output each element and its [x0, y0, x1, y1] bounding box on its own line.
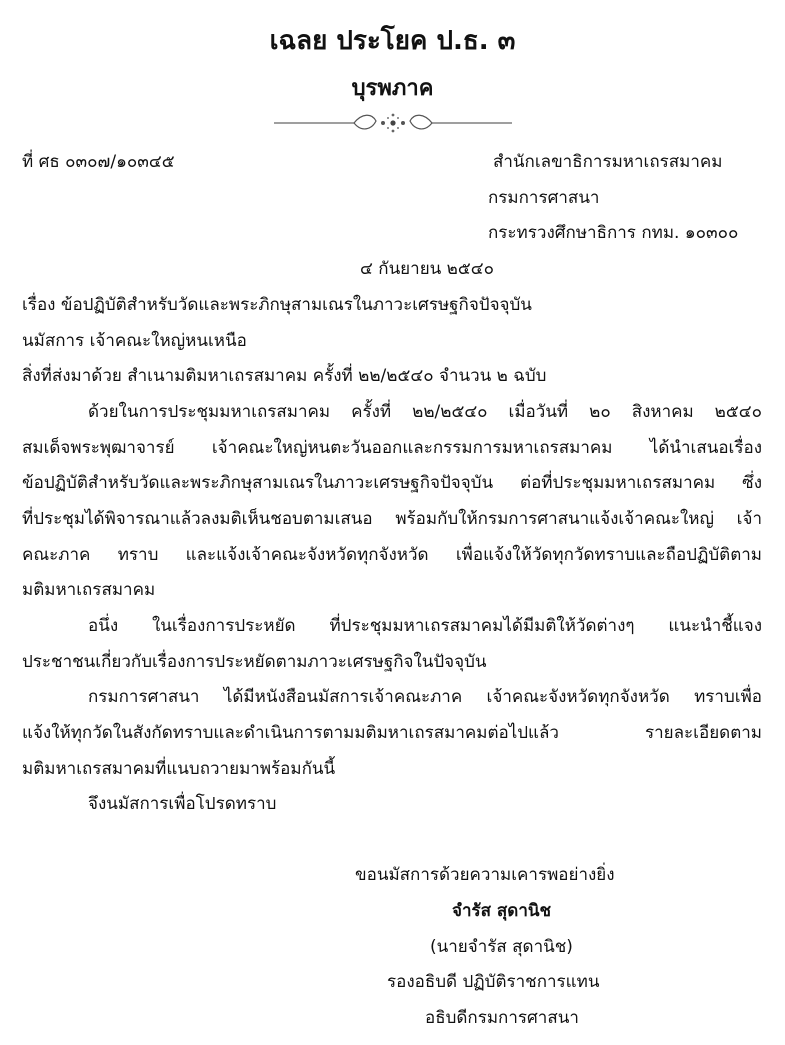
reference-number: ที่ ศธ ๐๓๐๗/๑๐๓๔๕ — [22, 152, 175, 172]
para1-line-1: ด้วยในการประชุมมหาเถรสมาคม ครั้งที่ ๒๒/๒๕๔๐ เมื่อวันที่ ๒๐ สิงหาคม ๒๕๔๐ — [88, 402, 762, 422]
para2-line-1: อนึ่ง ในเรื่องการประหยัด ที่ประชุมมหาเถรสมาคมได้มีมติให้วัดต่างๆ แนะนำชี้แจง — [88, 616, 762, 636]
signer-position: รองอธิบดี ปฏิบัติราชการแทน — [387, 972, 600, 992]
letter-salutation: นมัสการ เจ้าคณะใหญ่หนเหนือ — [22, 331, 247, 351]
ornament-divider — [270, 108, 516, 138]
signer-full-name: (นายจำรัส สุดานิช) — [430, 937, 573, 957]
para1-line-4: ที่ประชุมได้พิจารณาแล้วลงมติเห็นชอบตามเสนอ พร้อมกับให้กรมการศาสนาแจ้งเจ้าคณะใหญ่ เจ้า — [22, 509, 762, 529]
document-title: เฉลย ประโยค ป.ธ. ๓ — [269, 26, 516, 56]
letter-enclosure: สิ่งที่ส่งมาด้วย สำเนามติมหาเถรสมาคม ครั้งที่ ๒๒/๒๕๔๐ จำนวน ๒ ฉบับ — [22, 366, 547, 386]
para3-line-3: มติมหาเถรสมาคมที่แนบถวายมาพร้อมกันนี้ — [22, 759, 336, 779]
para2-line-2: ประชาชนเกี่ยวกับเรื่องการประหยัดตามภาวะเศรษฐกิจในปัจจุบัน — [22, 652, 487, 672]
signer-department: อธิบดีกรมการศาสนา — [425, 1008, 579, 1028]
para1-line-6: มติมหาเถรสมาคม — [22, 580, 156, 600]
para3-line-2: แจ้งให้ทุกวัดในสังกัดทราบและดำเนินการตามมติมหาเถรสมาคมต่อไปแล้ว รายละเอียดตาม — [22, 723, 762, 743]
closing-request: จึงนมัสการเพื่อโปรดทราบ — [88, 794, 277, 814]
para1-line-3: ข้อปฏิบัติสำหรับวัดและพระภิกษุสามเณรในภาวะเศรษฐกิจปัจจุบัน ต่อที่ประชุมมหาเถรสมาคม ซึ่ง — [22, 473, 762, 493]
signer-name: จำรัส สุดานิช — [452, 901, 552, 921]
para3-line-1: กรมการศาสนา ได้มีหนังสือนมัสการเจ้าคณะภาค เจ้าคณะจังหวัดทุกจังหวัด ทราบเพื่อ — [88, 687, 762, 707]
document-subtitle: บุรพภาค — [351, 76, 434, 101]
org-line-1: สำนักเลขาธิการมหาเถรสมาคม — [493, 152, 723, 172]
closing-phrase: ขอนมัสการด้วยความเคารพอย่างยิ่ง — [355, 865, 615, 885]
letter-date: ๔ กันยายน ๒๕๔๐ — [360, 259, 494, 279]
org-line-2: กรมการศาสนา — [488, 188, 600, 208]
para1-line-2: สมเด็จพระพุฒาจารย์ เจ้าคณะใหญ่หนตะวันออกและกรรมการมหาเถรสมาคม ได้นำเสนอเรื่อง — [22, 438, 762, 458]
org-line-3: กระทรวงศึกษาธิการ กทม. ๑๐๓๐๐ — [488, 223, 739, 243]
para1-line-5: คณะภาค ทราบ และแจ้งเจ้าคณะจังหวัดทุกจังหวัด เพื่อแจ้งให้วัดทุกวัดทราบและถือปฏิบัติตาม — [22, 545, 762, 565]
letter-subject: เรื่อง ข้อปฏิบัติสำหรับวัดและพระภิกษุสามเณรในภาวะเศรษฐกิจปัจจุบัน — [22, 295, 532, 315]
